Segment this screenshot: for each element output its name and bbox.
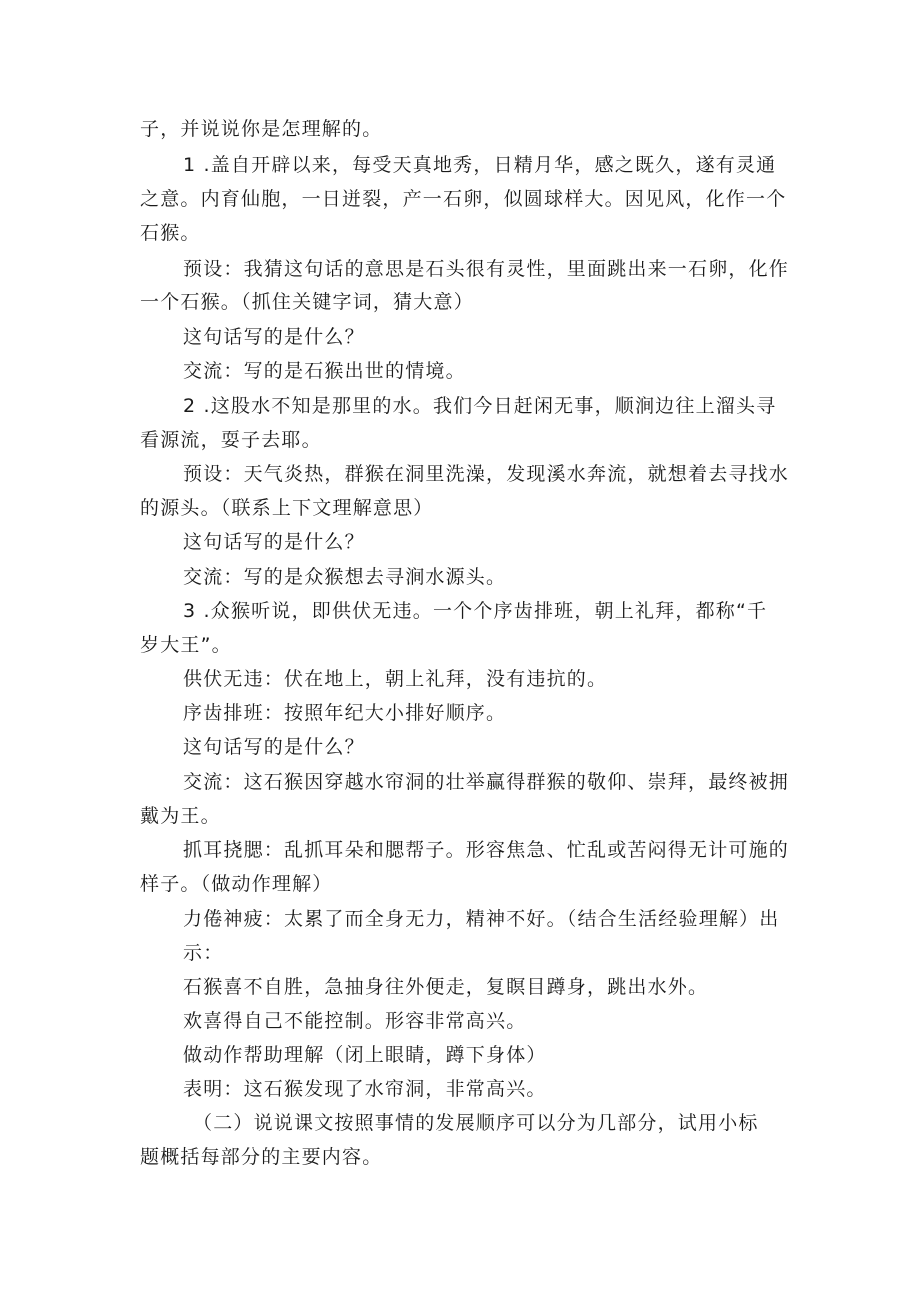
- text-line: 这句话写的是什么？: [183, 326, 365, 348]
- text-line: 石猴喜不自胜，急抽身往外便走，复瞑目蹲身，跳出水外。: [183, 976, 709, 998]
- text-line: 交流：写的是众猴想去寻涧水源头。: [183, 566, 507, 588]
- text-line: 这句话写的是什么？: [183, 736, 365, 758]
- text-line: 2 .这股水不知是那里的水。我们今日赶闲无事，顺涧边往上溜头寻: [183, 395, 777, 417]
- text-line: 抓耳挠腮：乱抓耳朵和腮帮子。形容焦急、忙乱或苦闷得无计可施的: [183, 839, 790, 861]
- text-line: 之意。内育仙胞，一日迸裂，产一石卵，似圆球样大。因见风，化作一个: [140, 188, 787, 210]
- text-line: 石猴。: [140, 222, 201, 244]
- text-line: 供伏无违：伏在地上，朝上礼拜，没有违抗的。: [183, 668, 608, 690]
- text-line: 看源流，耍子去耶。: [140, 429, 322, 451]
- text-line: （二）说说课文按照事情的发展顺序可以分为几部分，试用小标: [193, 1112, 759, 1134]
- text-line: 样子。（做动作理解）: [140, 873, 333, 895]
- text-line: 力倦神疲：太累了而全身无力，精神不好。（结合生活经验理解）出: [183, 908, 780, 930]
- text-line: 预设：我猜这句话的意思是石头很有灵性，里面跳出来一石卵，化作: [183, 258, 790, 280]
- text-line: 子，并说说你是怎理解的。: [140, 118, 383, 140]
- text-line: 一个石猴。（抓住关键字词，猜大意）: [140, 291, 474, 313]
- text-line: 交流：写的是石猴出世的情境。: [183, 360, 466, 382]
- text-line: 示：: [183, 942, 224, 964]
- text-line: 交流：这石猴因穿越水帘洞的壮举赢得群猴的敬仰、崇拜，最终被拥: [183, 771, 790, 793]
- text-line: 戴为王。: [140, 805, 221, 827]
- text-line: 3 .众猴听说，即供伏无违。一个个序齿排班，朝上礼拜，都称“千: [183, 600, 768, 622]
- text-line: 的源头。（联系上下文理解意思）: [140, 497, 434, 519]
- text-line: 1 .盖自开辟以来，每受天真地秀，日精月华，感之既久，遂有灵通: [183, 154, 777, 176]
- text-line: 序齿排班：按照年纪大小排好顺序。: [183, 702, 507, 724]
- text-line: 这句话写的是什么？: [183, 531, 365, 553]
- text-line: 岁大王”。: [140, 634, 232, 656]
- text-line: 预设：天气炎热，群猴在洞里洗澡，发现溪水奔流，就想着去寻找水: [183, 463, 790, 485]
- text-line: 欢喜得自己不能控制。形容非常高兴。: [183, 1010, 527, 1032]
- text-line: 题概括每部分的主要内容。: [140, 1146, 383, 1168]
- text-line: 表明：这石猴发现了水帘洞，非常高兴。: [183, 1078, 547, 1100]
- text-line: 做动作帮助理解（闭上眼睛，蹲下身体）: [183, 1044, 547, 1066]
